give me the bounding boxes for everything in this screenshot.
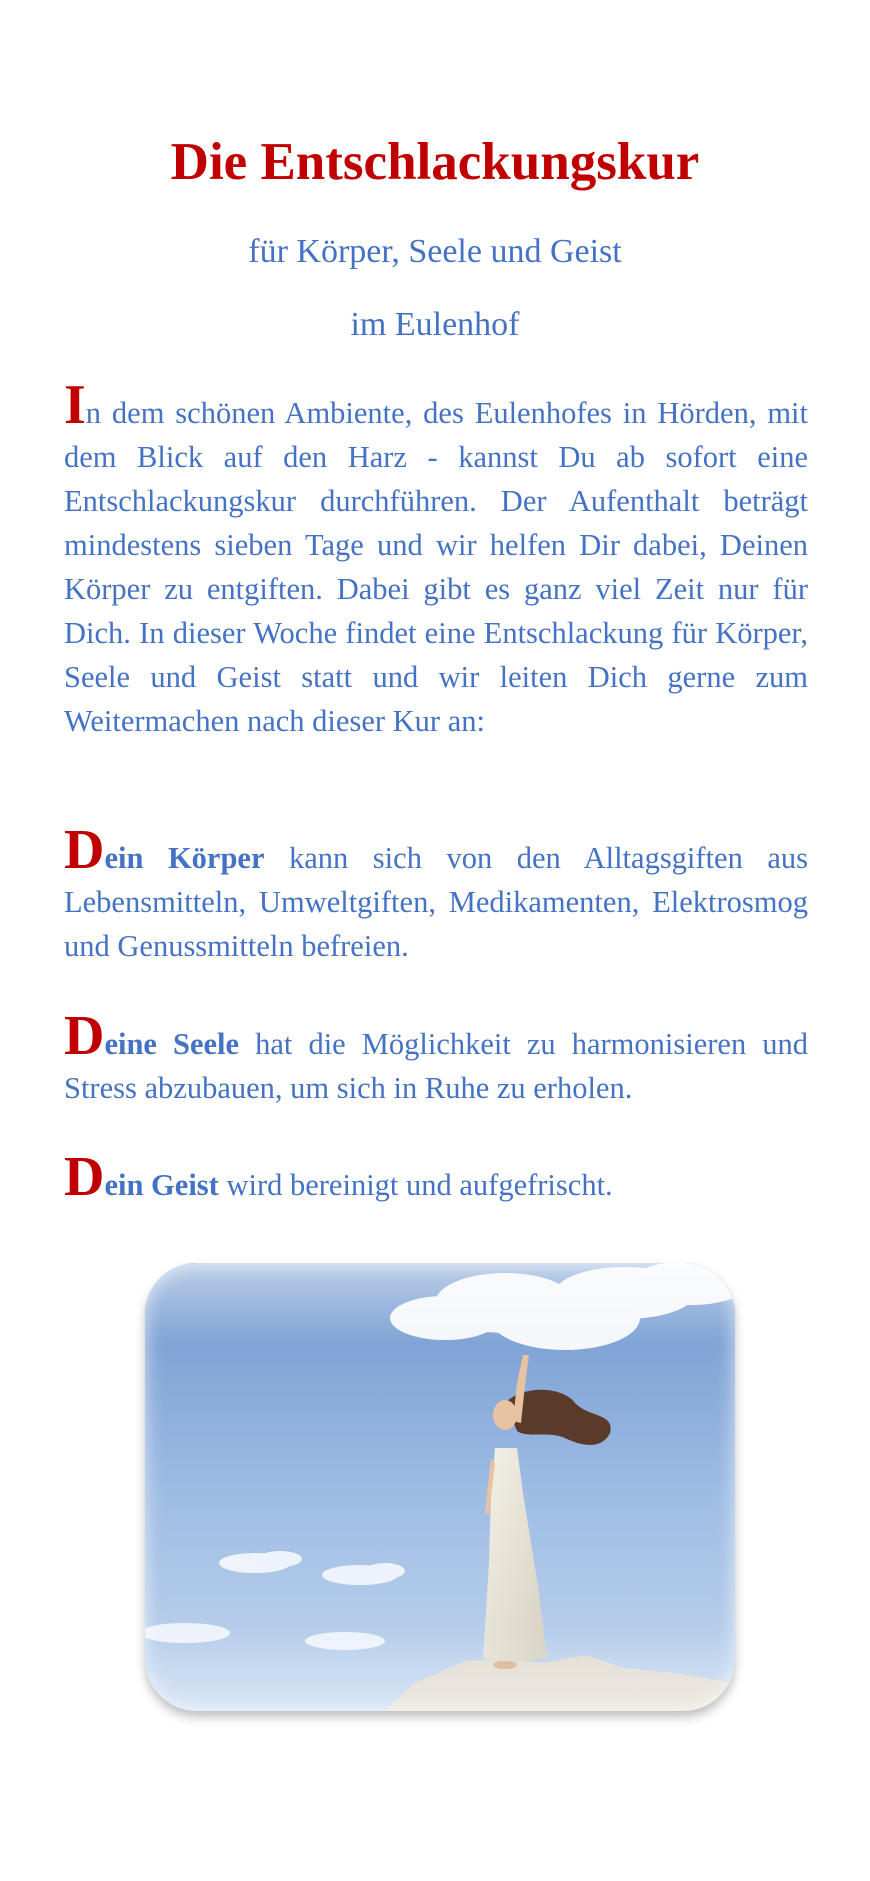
spirit-emphasis: ein Geist [104,1168,219,1202]
body-text: kann sich von den Alltagsgiften aus Lebensmitteln, Umweltgiften, Medikamenten, Elektrosmog und Genussmitteln befreien. [64,841,808,963]
intro-dropcap: I [64,374,86,436]
intro-paragraph [64,374,808,743]
spirit-paragraph [64,1146,808,1208]
spirit-text: wird bereinigt und aufgefrischt. [218,1168,613,1202]
body-dropcap: D [64,819,105,881]
soul-paragraph [64,1005,809,1110]
woman-in-sky-photo [145,1263,735,1711]
soul-text: hat die Möglichkeit zu harmonisieren und Stress abzubauen, um sich in Ruhe zu erholen. [64,1027,809,1105]
soul-emphasis: eine Seele [104,1027,240,1061]
body-paragraph [64,819,808,968]
subtitle-line-2: im Eulenhof [350,306,520,343]
body-emphasis: ein Körper [104,841,265,875]
subtitle-line-1: für Körper, Seele und Geist [248,233,622,270]
page-title: Die Entschlackungskur [170,133,700,191]
intro-text: n dem schönen Ambiente, des Eulenhofes in Hörden, mit dem Blick auf den Harz - kannst Du ab sofort eine Entschlackungskur durchführen. Der Aufenthalt beträgt mindestens sieben Tage und wir helfen Dir dabei, Deinen Körper zu entgiften. Dabei gibt es ganz viel Zeit nur für Dich. In dieser Woche findet eine Entschlackung für Körper, Seele und Geist statt und wir leiten Dich gerne zum Weitermachen nach dieser Kur an: [64,396,808,738]
photo-illustration [145,1263,735,1711]
soul-dropcap: D [64,1005,105,1067]
spirit-dropcap: D [64,1146,105,1208]
